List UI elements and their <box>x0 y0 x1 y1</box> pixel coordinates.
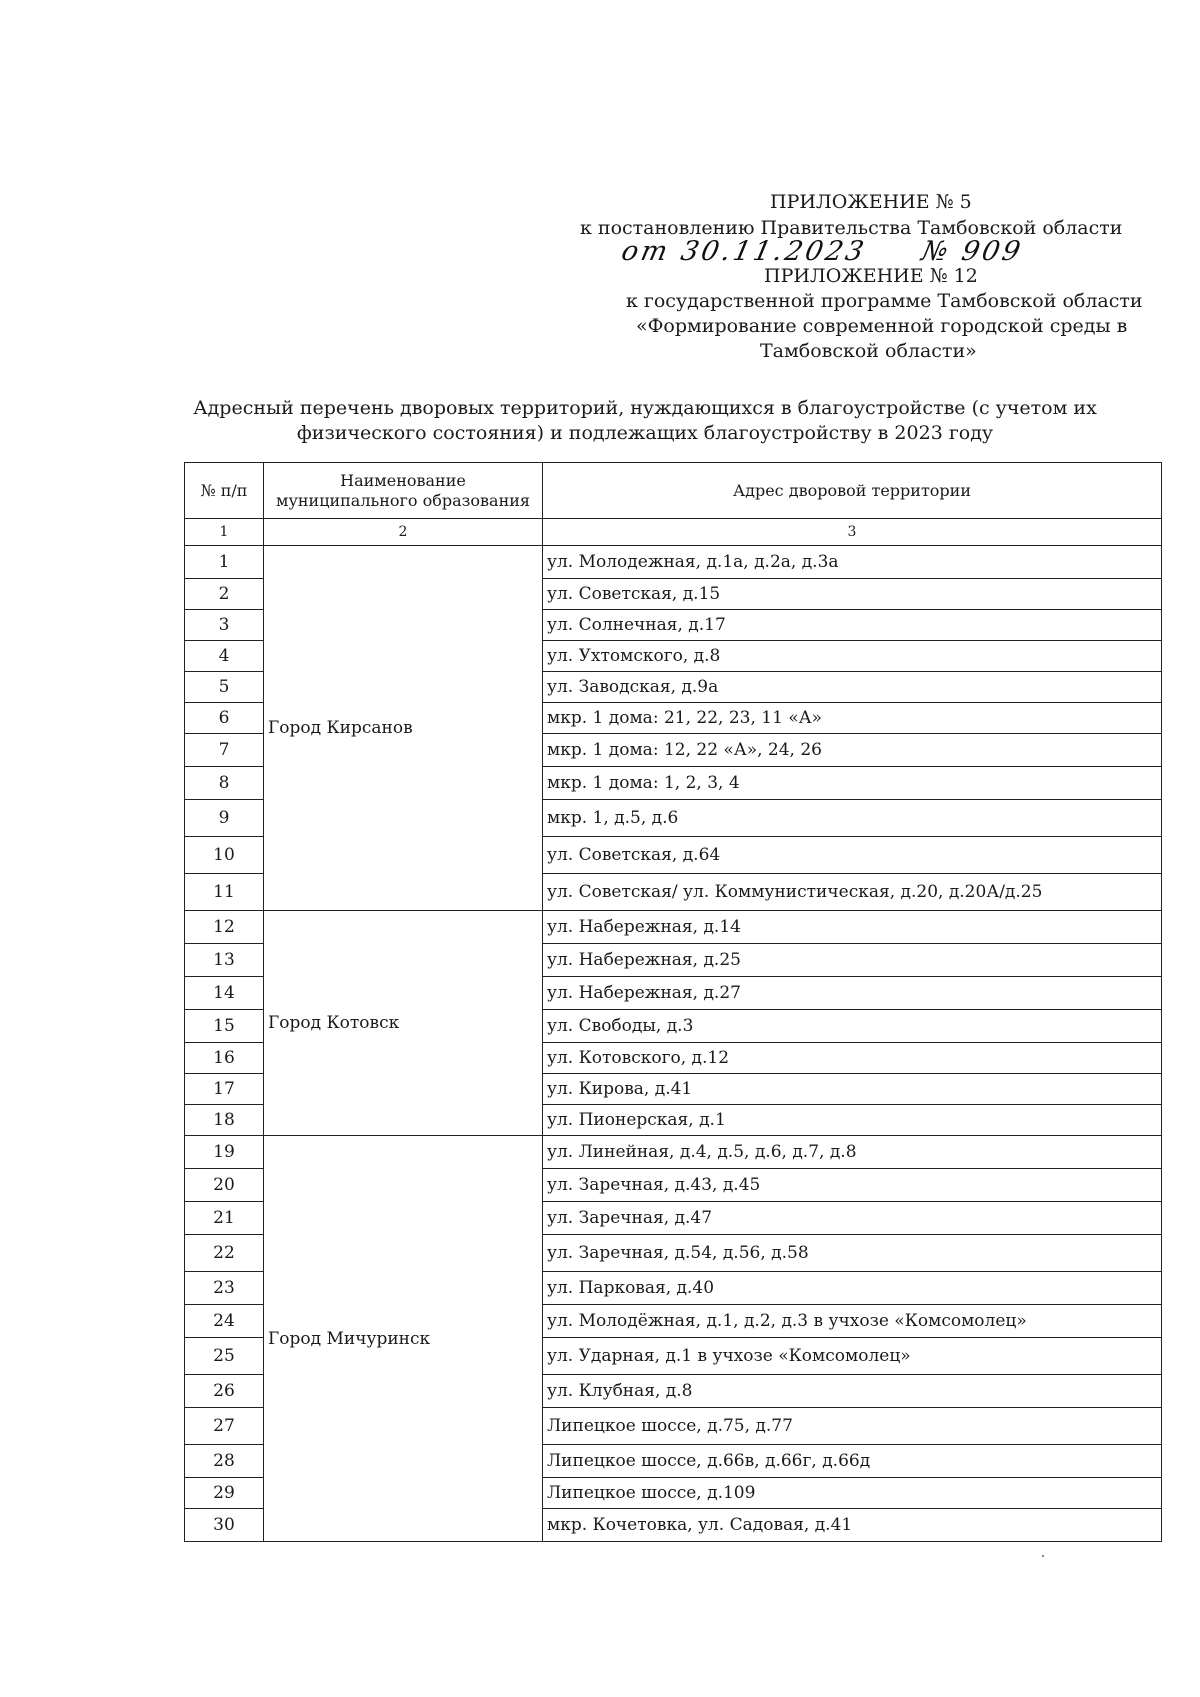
address-cell: ул. Заречная, д.54, д.56, д.58 <box>543 1235 1162 1272</box>
appendix-5-label: ПРИЛОЖЕНИЕ № 5 <box>770 191 972 213</box>
row-number: 13 <box>185 944 264 977</box>
row-number: 24 <box>185 1305 264 1338</box>
address-register-table <box>184 462 1162 1542</box>
address-cell: мкр. 1 дома: 21, 22, 23, 11 «А» <box>543 703 1162 734</box>
table-row <box>185 911 1162 944</box>
address-cell: Липецкое шоссе, д.66в, д.66г, д.66д <box>543 1445 1162 1478</box>
table-body <box>185 546 1162 1542</box>
program-reference: к государственной программе Тамбовской области <box>626 290 1143 312</box>
column-number-3: 3 <box>543 519 1162 546</box>
row-number: 8 <box>185 767 264 800</box>
row-number: 27 <box>185 1408 264 1445</box>
address-cell: ул. Набережная, д.25 <box>543 944 1162 977</box>
table-header-row <box>185 463 1162 519</box>
row-number: 25 <box>185 1338 264 1375</box>
column-header-address: Адрес дворовой территории <box>543 463 1162 519</box>
column-header-number: № п/п <box>185 463 264 519</box>
address-cell: ул. Советская, д.64 <box>543 837 1162 874</box>
handwritten-number: № 909 <box>918 236 1026 267</box>
row-number: 18 <box>185 1105 264 1136</box>
row-number: 15 <box>185 1010 264 1043</box>
document-title-line-2: физического состояния) и подлежащих благоустройству в 2023 году <box>296 422 994 444</box>
row-number: 19 <box>185 1136 264 1169</box>
document-title-line-1: Адресный перечень дворовых территорий, нуждающихся в благоустройстве (с учетом их <box>193 397 1097 419</box>
row-number: 30 <box>185 1509 264 1542</box>
row-number: 4 <box>185 641 264 672</box>
address-cell: ул. Котовского, д.12 <box>543 1043 1162 1074</box>
address-cell: Липецкое шоссе, д.75, д.77 <box>543 1408 1162 1445</box>
column-number-1: 1 <box>185 519 264 546</box>
program-name-line-1: «Формирование современной городской среды в <box>636 315 1128 337</box>
resolution-reference: к постановлению Правительства Тамбовской области <box>580 217 1123 239</box>
row-number: 6 <box>185 703 264 734</box>
row-number: 14 <box>185 977 264 1010</box>
row-number: 20 <box>185 1169 264 1202</box>
row-number: 5 <box>185 672 264 703</box>
address-cell: ул. Заречная, д.43, д.45 <box>543 1169 1162 1202</box>
address-cell: мкр. 1, д.5, д.6 <box>543 800 1162 837</box>
document-title <box>180 396 1110 446</box>
row-number: 3 <box>185 610 264 641</box>
address-cell: ул. Набережная, д.14 <box>543 911 1162 944</box>
row-number: 26 <box>185 1375 264 1408</box>
address-cell: ул. Молодежная, д.1а, д.2а, д.3а <box>543 546 1162 579</box>
row-number: 9 <box>185 800 264 837</box>
row-number: 21 <box>185 1202 264 1235</box>
row-number: 16 <box>185 1043 264 1074</box>
address-cell: ул. Заречная, д.47 <box>543 1202 1162 1235</box>
row-number: 29 <box>185 1478 264 1509</box>
address-cell: ул. Набережная, д.27 <box>543 977 1162 1010</box>
address-cell: мкр. Кочетовка, ул. Садовая, д.41 <box>543 1509 1162 1542</box>
column-number-2: 2 <box>264 519 543 546</box>
document-header <box>0 0 1200 360</box>
address-cell: ул. Ударная, д.1 в учхозе «Комсомолец» <box>543 1338 1162 1375</box>
municipality-cell: Город Мичуринск <box>264 1136 543 1542</box>
program-name-line-2: Тамбовской области» <box>760 340 977 362</box>
table-row <box>185 546 1162 579</box>
address-cell: ул. Советская/ ул. Коммунистическая, д.20, д.20А/д.25 <box>543 874 1162 911</box>
address-cell: ул. Линейная, д.4, д.5, д.6, д.7, д.8 <box>543 1136 1162 1169</box>
row-number: 28 <box>185 1445 264 1478</box>
address-cell: ул. Молодёжная, д.1, д.2, д.3 в учхозе «Комсомолец» <box>543 1305 1162 1338</box>
address-cell: мкр. 1 дома: 12, 22 «А», 24, 26 <box>543 734 1162 767</box>
row-number: 11 <box>185 874 264 911</box>
address-cell: ул. Кирова, д.41 <box>543 1074 1162 1105</box>
address-cell: ул. Свободы, д.3 <box>543 1010 1162 1043</box>
row-number: 17 <box>185 1074 264 1105</box>
row-number: 1 <box>185 546 264 579</box>
municipality-cell: Город Кирсанов <box>264 546 543 911</box>
column-number-row <box>185 519 1162 546</box>
row-number: 2 <box>185 579 264 610</box>
row-number: 12 <box>185 911 264 944</box>
address-cell: ул. Пионерская, д.1 <box>543 1105 1162 1136</box>
address-cell: мкр. 1 дома: 1, 2, 3, 4 <box>543 767 1162 800</box>
appendix-12-label: ПРИЛОЖЕНИЕ № 12 <box>764 265 978 287</box>
row-number: 7 <box>185 734 264 767</box>
table-row <box>185 1136 1162 1169</box>
address-cell: ул. Ухтомского, д.8 <box>543 641 1162 672</box>
handwritten-date: от 30.11.2023 <box>618 236 870 267</box>
address-cell: ул. Парковая, д.40 <box>543 1272 1162 1305</box>
address-cell: ул. Заводская, д.9а <box>543 672 1162 703</box>
address-cell: ул. Советская, д.15 <box>543 579 1162 610</box>
scan-artifact-dot <box>1042 1555 1044 1557</box>
column-header-municipality: Наименование муниципального образования <box>264 463 543 519</box>
address-cell: ул. Клубная, д.8 <box>543 1375 1162 1408</box>
row-number: 23 <box>185 1272 264 1305</box>
address-cell: ул. Солнечная, д.17 <box>543 610 1162 641</box>
municipality-cell: Город Котовск <box>264 911 543 1136</box>
row-number: 22 <box>185 1235 264 1272</box>
address-cell: Липецкое шоссе, д.109 <box>543 1478 1162 1509</box>
row-number: 10 <box>185 837 264 874</box>
